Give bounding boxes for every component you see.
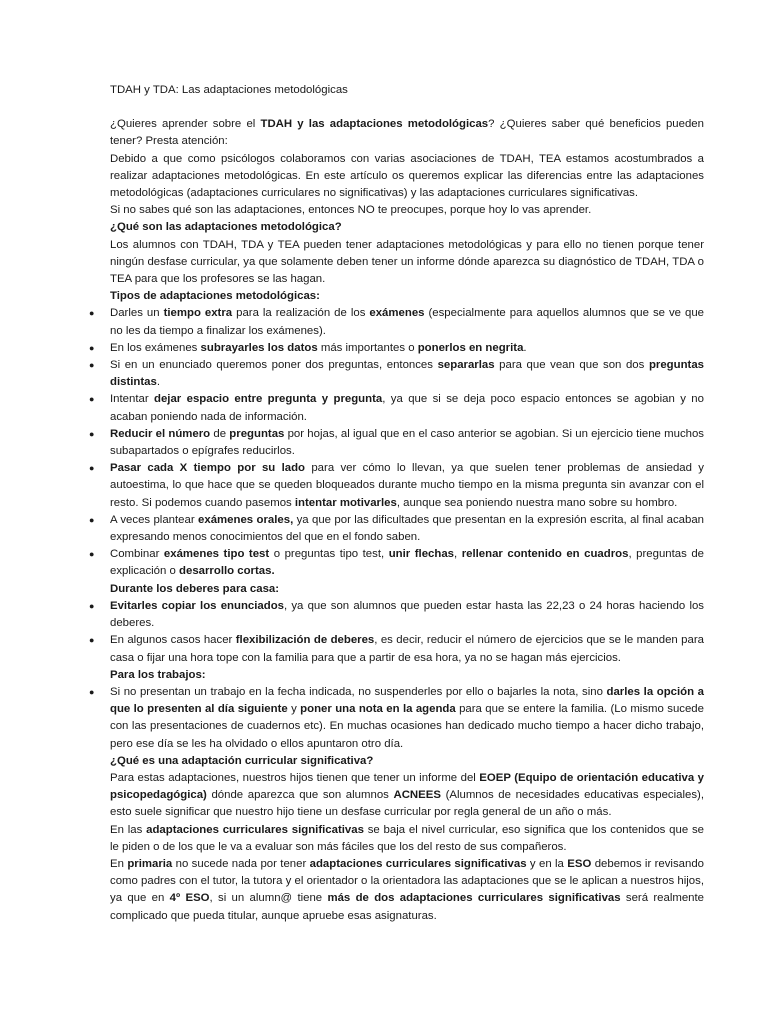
bold-text: Para los trabajos: — [110, 668, 206, 681]
bullet-list — [89, 598, 705, 667]
bullet-icon: ● — [89, 308, 95, 319]
text-run: En las — [110, 823, 147, 836]
bullet-icon: ● — [89, 394, 95, 405]
bullet-icon: ● — [89, 360, 95, 371]
bullet-icon: ● — [89, 635, 95, 646]
bullet-item — [89, 460, 704, 512]
text-run: y en la — [526, 857, 568, 870]
bold-text: intentar motivarles — [294, 496, 397, 509]
bold-text: rellenar contenido en cuadros — [461, 548, 629, 561]
bold-text: Reducir el número — [110, 427, 211, 440]
bullet-item — [89, 305, 704, 339]
bullet-icon: ● — [89, 342, 95, 353]
text-run: Si no presentan un trabajo en la fecha indicada, no suspenderles por ello o bajarles la nota, sino — [110, 685, 607, 698]
text-run: para que vean que son dos — [494, 359, 649, 372]
bullet-item — [89, 340, 704, 357]
bold-text: preguntas — [229, 427, 285, 440]
text-run: Si en un enunciado queremos poner dos preguntas, entonces — [110, 359, 438, 372]
section-heading — [110, 219, 704, 236]
bold-text: subrayarles los datos — [200, 341, 318, 354]
text-run: Darles un — [110, 307, 164, 320]
text-run: Si no sabes qué son las adaptaciones, entonces NO te preocupes, porque hoy lo vas aprender. — [110, 204, 592, 217]
text-run: (Alumnos de necesidades educativas especiales), esto suele significar que nuestro hijo tiene un desfase curricular por regla general de un año o más. — [110, 789, 704, 819]
paragraph — [110, 237, 704, 289]
bold-text: exámenes orales, — [198, 513, 294, 526]
bold-text: primaria — [127, 857, 173, 870]
bullet-item — [89, 391, 704, 425]
text-run: por hojas, al igual que en el caso anterior se agobian. Si un ejercicio tiene muchos subapartados o epígrafes reducirlos. — [110, 427, 705, 458]
text-run: En — [110, 857, 128, 870]
bold-text: más de dos adaptaciones curriculares significativas — [327, 892, 621, 905]
text-run: , ya que si se deja poco espacio entonces se agobian y no acaban poniendo nada de información. — [110, 393, 704, 423]
text-run: Para estas adaptaciones, nuestros hijos tienen que tener un informe del — [110, 771, 480, 784]
bold-text: unir flechas — [388, 548, 454, 561]
bullet-list — [89, 305, 705, 580]
bold-text: ¿Qué son las adaptaciones metodológica? — [110, 221, 342, 234]
text-run: . — [156, 376, 161, 389]
text-run: , es decir, reducir el número de ejercicios que se le manden para casa o fijar una hora tope con la familia para que a partir de esa hora, ya no se hagan más ejercicios. — [110, 634, 704, 664]
text-run: En algunos casos hacer — [110, 634, 236, 647]
text-run: , — [454, 548, 462, 561]
text-run: (especialmente para aquellos alumnos que se ve que no les da tiempo a finalizar los exámenes). — [110, 307, 704, 337]
text-run: , preguntas de explicación o — [110, 548, 704, 578]
section-heading — [110, 288, 704, 305]
bullet-item — [89, 684, 704, 753]
bold-text: separarlas — [437, 359, 495, 372]
bold-text: ¿Qué es una adaptación curricular significativa? — [110, 754, 374, 767]
section-heading — [110, 667, 704, 684]
text-run: . — [523, 341, 527, 354]
text-run: para que se entere la familia. (Lo mismo sucede con las presentaciones de cuadernos etc). En muchas ocasiones han dedicado mucho tiempo a hacer dicho trabajo, pero ese día se les ha olvidado o ellos apuntaron otro día. — [110, 703, 704, 750]
bold-text: ponerlos en negrita — [417, 341, 524, 354]
text-run: o preguntas tipo test, — [269, 548, 389, 561]
text-run: , ya que son alumnos que pueden estar hasta las 22,23 o 24 horas haciendo los deberes. — [110, 599, 705, 630]
text-run: será realmente complicado que pueda titular, aunque apruebe esas asignaturas. — [110, 892, 705, 922]
section-heading — [110, 581, 704, 598]
bullet-item — [89, 632, 704, 666]
text-run: debemos ir revisando como padres con el tutor, la tutora y el orientador o la orientadora las adaptaciones que se le aplican a nuestros hijos, ya que en — [110, 857, 704, 905]
bold-text: exámenes — [369, 307, 425, 320]
bold-text: TDAH y las adaptaciones metodológicas — [260, 118, 489, 131]
text-run: para la realización de los — [232, 307, 370, 320]
bullet-icon: ● — [89, 549, 95, 560]
text-run: En los exámenes — [110, 341, 201, 354]
text-run: Intentar — [110, 393, 155, 406]
text-run: , aunque sea poniendo nuestra mano sobre su hombro. — [396, 496, 678, 509]
text-run: para ver cómo lo llevan, ya que suelen tener problemas de ansiedad y autoestima, lo que hace que se queden bloqueados durante mucho tiempo en la misma pregunta sin avanzar con el resto. Si podemos cuando pasemos — [110, 462, 704, 509]
text-run: más importantes o — [317, 341, 418, 354]
text-run: A veces plantear — [110, 513, 199, 526]
text-run: dónde aparezca que son alumnos — [206, 789, 394, 802]
text-run: , si un alumn@ tiene — [209, 892, 328, 905]
bold-text: ACNEES — [393, 789, 441, 802]
paragraph — [110, 856, 704, 925]
text-run: ya que por las dificultades que presentan en la expresión escrita, al final acaban expresando menos conocimientos del que en el fondo saben. — [110, 513, 704, 544]
bullet-icon: ● — [89, 600, 95, 611]
bold-text: Pasar cada X tiempo por su lado — [110, 462, 306, 475]
bold-text: Evitarles copiar los enunciados — [110, 599, 284, 612]
text-run: Los alumnos con TDAH, TDA y TEA pueden tener adaptaciones metodológicas y para ello no tienen porque tener ningún desfase curricular, ya que solamente deben tener un informe dónde aparezca su diagnóstico de TDAH, TDA o TEA para que los profesores se las hagan. — [110, 238, 704, 286]
bullet-item — [89, 357, 704, 391]
text-run: y — [287, 703, 301, 716]
bold-text: 4º ESO — [169, 892, 210, 905]
bullet-list — [89, 684, 704, 753]
bullet-item — [89, 512, 704, 546]
bold-text: desarrollo cortas. — [179, 565, 275, 578]
bold-text: preguntas distintas — [110, 359, 704, 389]
bold-text: adaptaciones curriculares significativas — [309, 857, 527, 870]
text-run: se baja el nivel curricular, eso significa que los contenidos que se le piden o de los que le va a evaluar son más fáciles que los del resto de sus compañeros. — [110, 823, 704, 853]
bold-text: Durante los deberes para casa: — [110, 582, 280, 595]
text-run: ? ¿Quieres saber qué beneficios pueden tener? Presta atención: — [110, 118, 704, 148]
bold-text: darles la opción a que lo presenten al día siguiente — [110, 685, 704, 716]
text-run: ¿Quieres aprender sobre el — [110, 118, 261, 131]
document-body — [89, 82, 705, 925]
bullet-icon: ● — [89, 686, 95, 697]
bold-text: ESO — [567, 857, 592, 870]
bold-text: EOEP (Equipo de orientación educativa y psicopedagógica) — [110, 771, 704, 802]
paragraph — [110, 822, 704, 856]
paragraph — [110, 116, 704, 150]
document-title: TDAH y TDA: Las adaptaciones metodológicas — [110, 84, 348, 96]
paragraph — [110, 770, 704, 822]
bold-text: dejar espacio entre pregunta y pregunta — [154, 393, 383, 406]
bold-text: exámenes tipo test — [163, 548, 270, 561]
paragraph — [110, 151, 704, 203]
paragraph — [110, 202, 704, 219]
section-heading — [110, 753, 704, 770]
bullet-icon: ● — [89, 463, 95, 474]
bold-text: tiempo extra — [163, 307, 233, 320]
bullet-icon: ● — [89, 514, 95, 525]
bold-text: adaptaciones curriculares significativas — [146, 823, 364, 836]
bold-text: poner una nota en la agenda — [300, 703, 456, 716]
bold-text: flexibilización de deberes — [235, 634, 375, 647]
text-run: de — [210, 427, 230, 440]
text-run: no sucede nada por tener — [172, 857, 310, 870]
bullet-icon: ● — [89, 428, 95, 439]
bullet-item — [89, 598, 705, 632]
bold-text: Tipos de adaptaciones metodológicas: — [110, 290, 320, 303]
bullet-item — [89, 546, 704, 580]
text-run: Combinar — [110, 548, 164, 561]
bullet-item — [89, 426, 705, 460]
text-run: Debido a que como psicólogos colaboramos con varias asociaciones de TDAH, TEA estamos acostumbrados a realizar adaptaciones metodológicas. En este artículo os queremos explicar las diferencias entre las adaptaciones metodológicas (adaptaciones curriculares no significativas) y las adaptaciones curriculares significativas. — [110, 152, 704, 200]
